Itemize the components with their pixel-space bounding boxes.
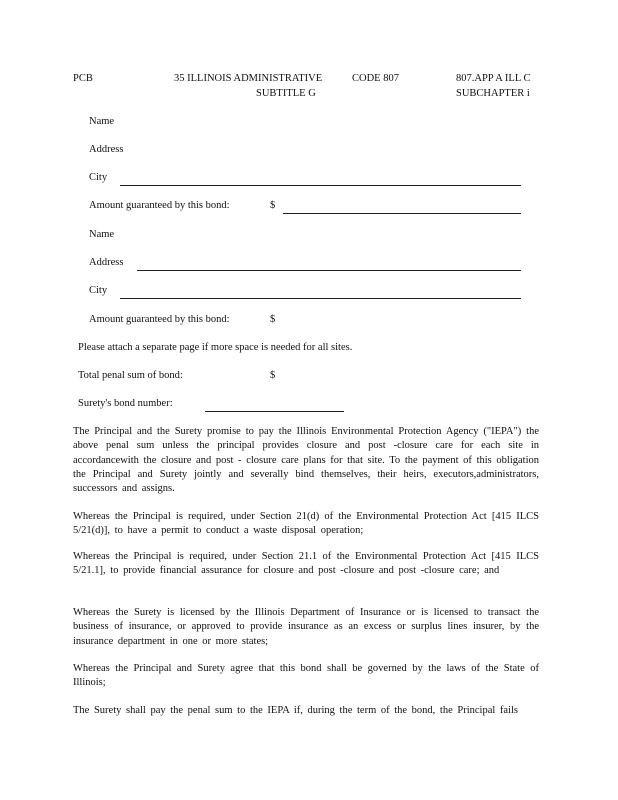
- amount-label-2: Amount guaranteed by this bond:: [89, 314, 230, 325]
- amount-dollar-sign-2: $: [270, 314, 276, 325]
- amount-dollar-sign: $: [270, 200, 276, 211]
- total-dollar-sign: $: [270, 370, 276, 381]
- paragraph-whereas-permit: Whereas the Principal is required, under Section 21(d) of the Environmental Protection Act [415 ILCS 5/21(d)], to have a permit to conduct a waste disposal operation;: [73, 511, 539, 537]
- paragraph-promise: The Principal and the Surety promise to pay the Illinois Environmental Protection Agency ("IEPA") the above penal sum unless the principal provides closure and post -closure care for each site in accordancewith the closure and post - closure care plans for that site. To the payment of this obligation the Principal and Surety jointly and severally bind themselves, their heirs, executors,administrators, successors and assigns.: [73, 426, 539, 495]
- name-label-2: Name: [89, 229, 115, 240]
- attach-note: Please attach a separate page if more space is needed for all sites.: [78, 342, 353, 353]
- paragraph-whereas-governed: Whereas the Principal and Surety agree that this bond shall be governed by the laws of the State of Illinois;: [73, 663, 539, 689]
- paragraph-whereas-financial: Whereas the Principal is required, under Section 21.1 of the Environmental Protection Act [415 ILCS 5/21.1], to provide financial assurance for closure and post -closure and post -closure care; and: [73, 551, 539, 577]
- amount-label: Amount guaranteed by this bond:: [89, 200, 230, 211]
- header-left: PCB: [73, 73, 93, 84]
- city-label: City: [89, 172, 108, 183]
- paragraph-surety-pay: The Surety shall pay the penal sum to the IEPA if, during the term of the bond, the Principal fails: [73, 705, 518, 716]
- city-label-2: City: [89, 285, 108, 296]
- name-label: Name: [89, 116, 115, 127]
- surety-bond-number-label: Surety's bond number:: [78, 398, 173, 409]
- header-code: CODE 807: [352, 73, 399, 84]
- address-label: Address: [89, 144, 124, 155]
- address-field-line-2[interactable]: [137, 270, 521, 271]
- paragraph-whereas-licensed: Whereas the Surety is licensed by the Illinois Department of Insurance or is licensed to transact the business of insurance, or approved to provide insurance as an excess or surplus lines insurer, by the insurance department in one or more states;: [73, 607, 539, 647]
- header-right-line2: SUBCHAPTER i: [456, 88, 530, 99]
- header-title: 35 ILLINOIS ADMINISTRATIVE: [174, 73, 323, 84]
- surety-bond-number-line[interactable]: [205, 411, 344, 412]
- total-penal-sum-label: Total penal sum of bond:: [78, 370, 183, 381]
- amount-field-line[interactable]: [283, 213, 521, 214]
- header-subtitle: SUBTITLE G: [256, 88, 316, 99]
- header-right-line1: 807.APP A ILL C: [456, 73, 531, 84]
- city-field-line-2[interactable]: [120, 298, 521, 299]
- city-field-line[interactable]: [120, 185, 521, 186]
- address-label-2: Address: [89, 257, 124, 268]
